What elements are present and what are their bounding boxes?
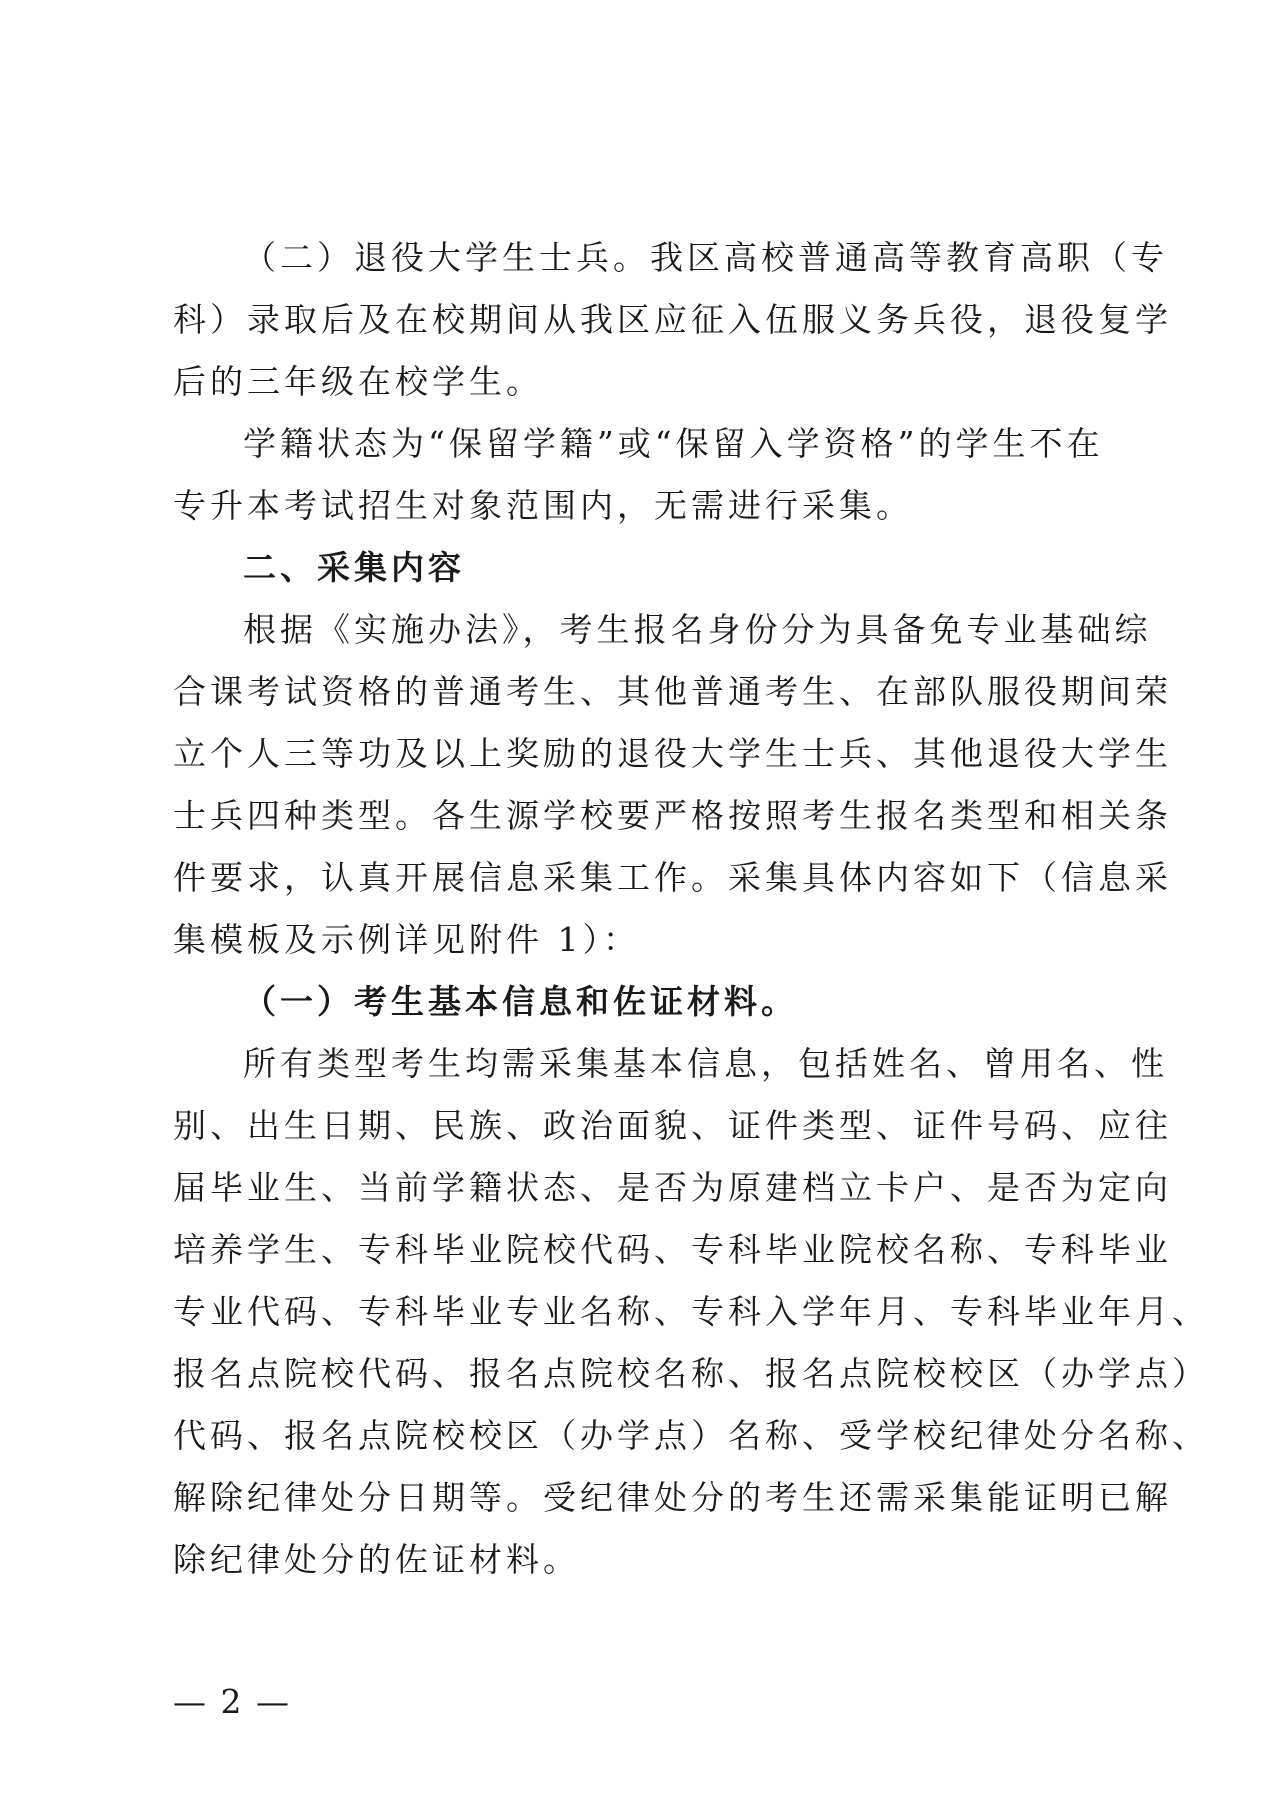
text-line: 届毕业生、当前学籍状态、是否为原建档立卡户、是否为定向	[173, 1168, 1172, 1207]
text-line: 培养学生、专科毕业院校代码、专科毕业院校名称、专科毕业	[173, 1230, 1172, 1269]
text-line: 别、出生日期、民族、政治面貌、证件类型、证件号码、应往	[173, 1106, 1172, 1145]
text-line: 报名点院校代码、报名点院校名称、报名点院校校区（办学点）	[173, 1354, 1209, 1393]
text-line: 除纪律处分的佐证材料。	[173, 1540, 580, 1579]
text-line: 后的三年级在校学生。	[173, 362, 543, 401]
text-line: 根据《实施办法》，考生报名身份分为具备免专业基础综	[243, 610, 1152, 649]
text-line: 代码、报名点院校校区（办学点）名称、受学校纪律处分名称、	[173, 1416, 1209, 1455]
text-line: 合课考试资格的普通考生、其他普通考生、在部队服役期间荣	[173, 672, 1172, 711]
text-line: 立个人三等功及以上奖励的退役大学生士兵、其他退役大学生	[173, 734, 1172, 773]
text-line: 士兵四种类型。各生源学校要严格按照考生报名类型和相关条	[173, 796, 1172, 835]
page-number: — 2 —	[173, 1682, 291, 1721]
text-line: 解除纪律处分日期等。受纪律处分的考生还需采集能证明已解	[173, 1478, 1172, 1517]
text-line: 科）录取后及在校期间从我区应征入伍服义务兵役，退役复学	[173, 300, 1172, 339]
text-line: 专业代码、专科毕业专业名称、专科入学年月、专科毕业年月、	[173, 1292, 1209, 1331]
text-line: 所有类型考生均需采集基本信息，包括姓名、曾用名、性	[243, 1044, 1168, 1083]
text-line: 学籍状态为“保留学籍”或“保留入学资格”的学生不在	[243, 424, 1104, 463]
section-heading: 二、采集内容	[243, 548, 465, 587]
text-line: 件要求，认真开展信息采集工作。采集具体内容如下（信息采	[173, 858, 1172, 897]
text-line: （二）退役大学生士兵。我区高校普通高等教育高职（专	[243, 238, 1168, 277]
text-line: 集模板及示例详见附件 1）：	[173, 920, 640, 959]
subsection-heading: （一）考生基本信息和佐证材料。	[243, 982, 798, 1021]
text-line: 专升本考试招生对象范围内，无需进行采集。	[173, 486, 913, 525]
